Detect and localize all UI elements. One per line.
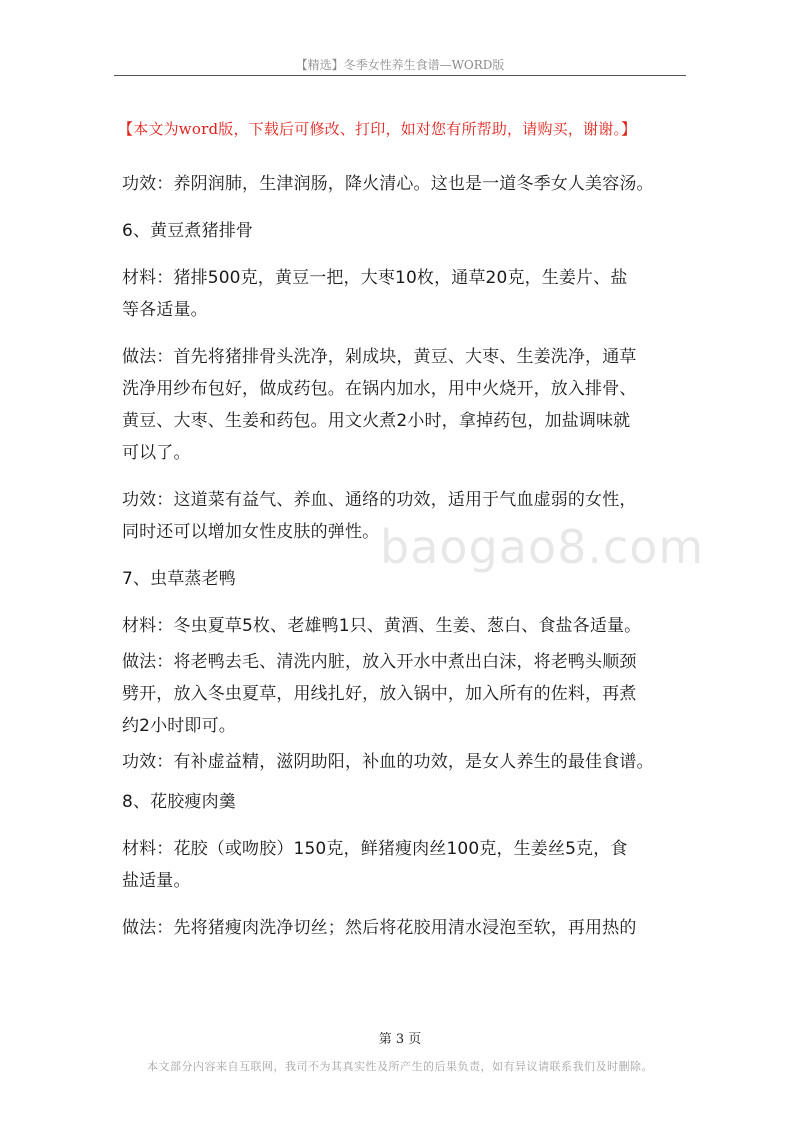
- watermark-text: baogao8.com: [380, 520, 705, 574]
- paragraph-line: 做法：将老鸭去毛、清洗内脏，放入开水中煮出白沫，将老鸭头顺颈: [122, 652, 637, 672]
- paragraph-line: 功效：养阴润肺，生津润肠，降火清心。这也是一道冬季女人美容汤。: [122, 174, 654, 194]
- paragraph-line: 可以了。: [122, 443, 191, 463]
- recipe-heading-7: 7、虫草蒸老鸭: [122, 569, 236, 589]
- paragraph-line: 做法：先将猪瘦肉洗净切丝；然后将花胶用清水浸泡至软，再用热的: [122, 918, 637, 938]
- footer-disclaimer: 本文部分内容来自互联网，我司不为其真实性及所产生的后果负责，如有异议请联系我们及时删除。: [147, 1060, 653, 1073]
- recipe-heading-8: 8、花胶瘦肉羹: [122, 792, 236, 812]
- purchase-notice: 【本文为word版，下载后可修改、打印，如对您有所帮助，请购买，谢谢。】: [118, 120, 637, 138]
- paragraph-line: 黄豆、大枣、生姜和药包。用文火煮2小时，拿掉药包，加盐调味就: [122, 411, 631, 431]
- paragraph-line: 劈开，放入冬虫夏草，用线扎好，放入锅中，加入所有的佐料，再煮: [122, 684, 637, 704]
- paragraph-line: 等各适量。: [122, 300, 208, 320]
- paragraph-line: 同时还可以增加女性皮肤的弹性。: [122, 522, 380, 542]
- paragraph-line: 洗净用纱布包好，做成药包。在锅内加水，用中火烧开，放入排骨、: [122, 379, 637, 399]
- page-number: 第 3 页: [378, 1032, 422, 1047]
- recipe-heading-6: 6、黄豆煮猪排骨: [122, 221, 254, 241]
- paragraph-line: 做法：首先将猪排骨头洗净，剁成块，黄豆、大枣、生姜洗净，通草: [122, 347, 637, 367]
- page-header-title: 【精选】冬季女性养生食谱—WORD版: [295, 58, 505, 72]
- document-body: [122, 168, 686, 944]
- paragraph-line: 材料：花胶（或吻胶）150克，鲜猪瘦肉丝100克，生姜丝5克，食: [122, 839, 628, 859]
- paragraph-line: 功效：有补虚益精，滋阴助阳，补血的功效，是女人养生的最佳食谱。: [122, 752, 654, 772]
- paragraph-line: 约2小时即可。: [122, 716, 236, 736]
- paragraph-line: 材料：猪排500克，黄豆一把，大枣10枚，通草20克，生姜片、盐: [122, 268, 628, 288]
- paragraph-line: 功效：这道菜有益气、养血、通络的功效，适用于气血虚弱的女性，: [122, 490, 637, 510]
- paragraph-line: 材料：冬虫夏草5枚、老雄鸭1只、黄酒、生姜、葱白、食盐各适量。: [122, 616, 642, 636]
- paragraph-line: 盐适量。: [122, 871, 191, 891]
- header-divider: [114, 75, 686, 76]
